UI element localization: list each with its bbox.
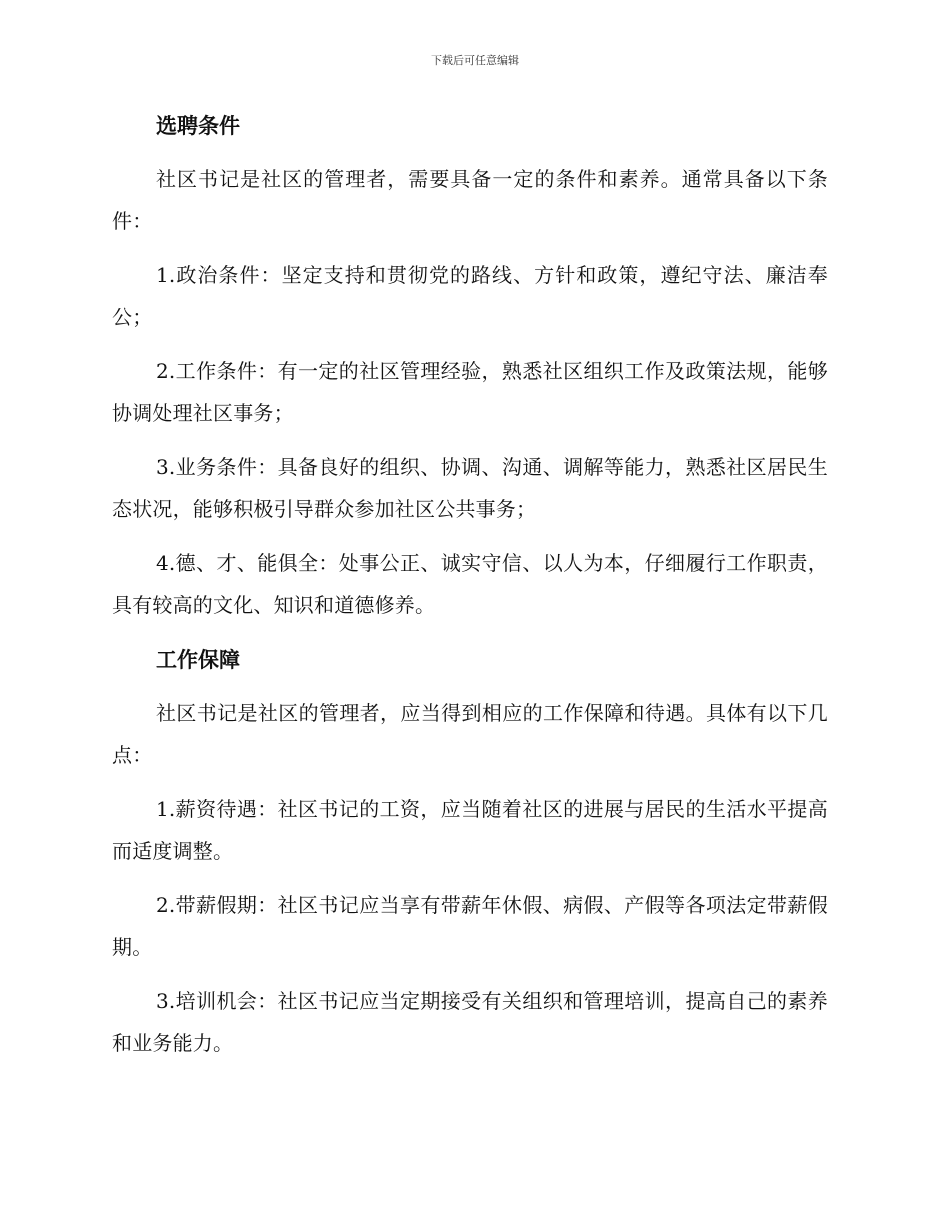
- list-item-training: 3.培训机会：社区书记应当定期接受有关组织和管理培训，提高自己的素养和业务能力。: [112, 989, 828, 1055]
- list-item-salary: 1.薪资待遇：社区书记的工资，应当随着社区的进展与居民的生活水平提高而适度调整。: [112, 797, 828, 863]
- list-item-paid-leave: 2.带薪假期：社区书记应当享有带薪年休假、病假、产假等各项法定带薪假期。: [112, 893, 828, 959]
- section-intro-paragraph: 社区书记是社区的管理者，应当得到相应的工作保障和待遇。具体有以下几点：: [112, 701, 828, 767]
- list-item-moral-ability: 4.德、才、能俱全：处事公正、诚实守信、以人为本，仔细履行工作职责，具有较高的文化、知识和道德修养。: [112, 551, 828, 617]
- list-item-business-conditions: 3.业务条件：具备良好的组织、协调、沟通、调解等能力，熟悉社区居民生态状况，能够积极引导群众参加社区公共事务；: [112, 455, 828, 521]
- section-heading-selection-conditions: 选聘条件: [156, 114, 240, 138]
- document-body: [112, 104, 828, 1076]
- list-item-work-conditions: 2.工作条件：有一定的社区管理经验，熟悉社区组织工作及政策法规，能够协调处理社区事务；: [112, 359, 828, 425]
- section-heading-work-guarantee: 工作保障: [156, 648, 240, 672]
- list-item-political-conditions: 1.政治条件：坚定支持和贯彻党的路线、方针和政策，遵纪守法、廉洁奉公；: [112, 263, 828, 329]
- page-header-note: 下载后可任意编辑: [431, 54, 519, 67]
- section-intro-paragraph: 社区书记是社区的管理者，需要具备一定的条件和素养。通常具备以下条件：: [112, 167, 828, 233]
